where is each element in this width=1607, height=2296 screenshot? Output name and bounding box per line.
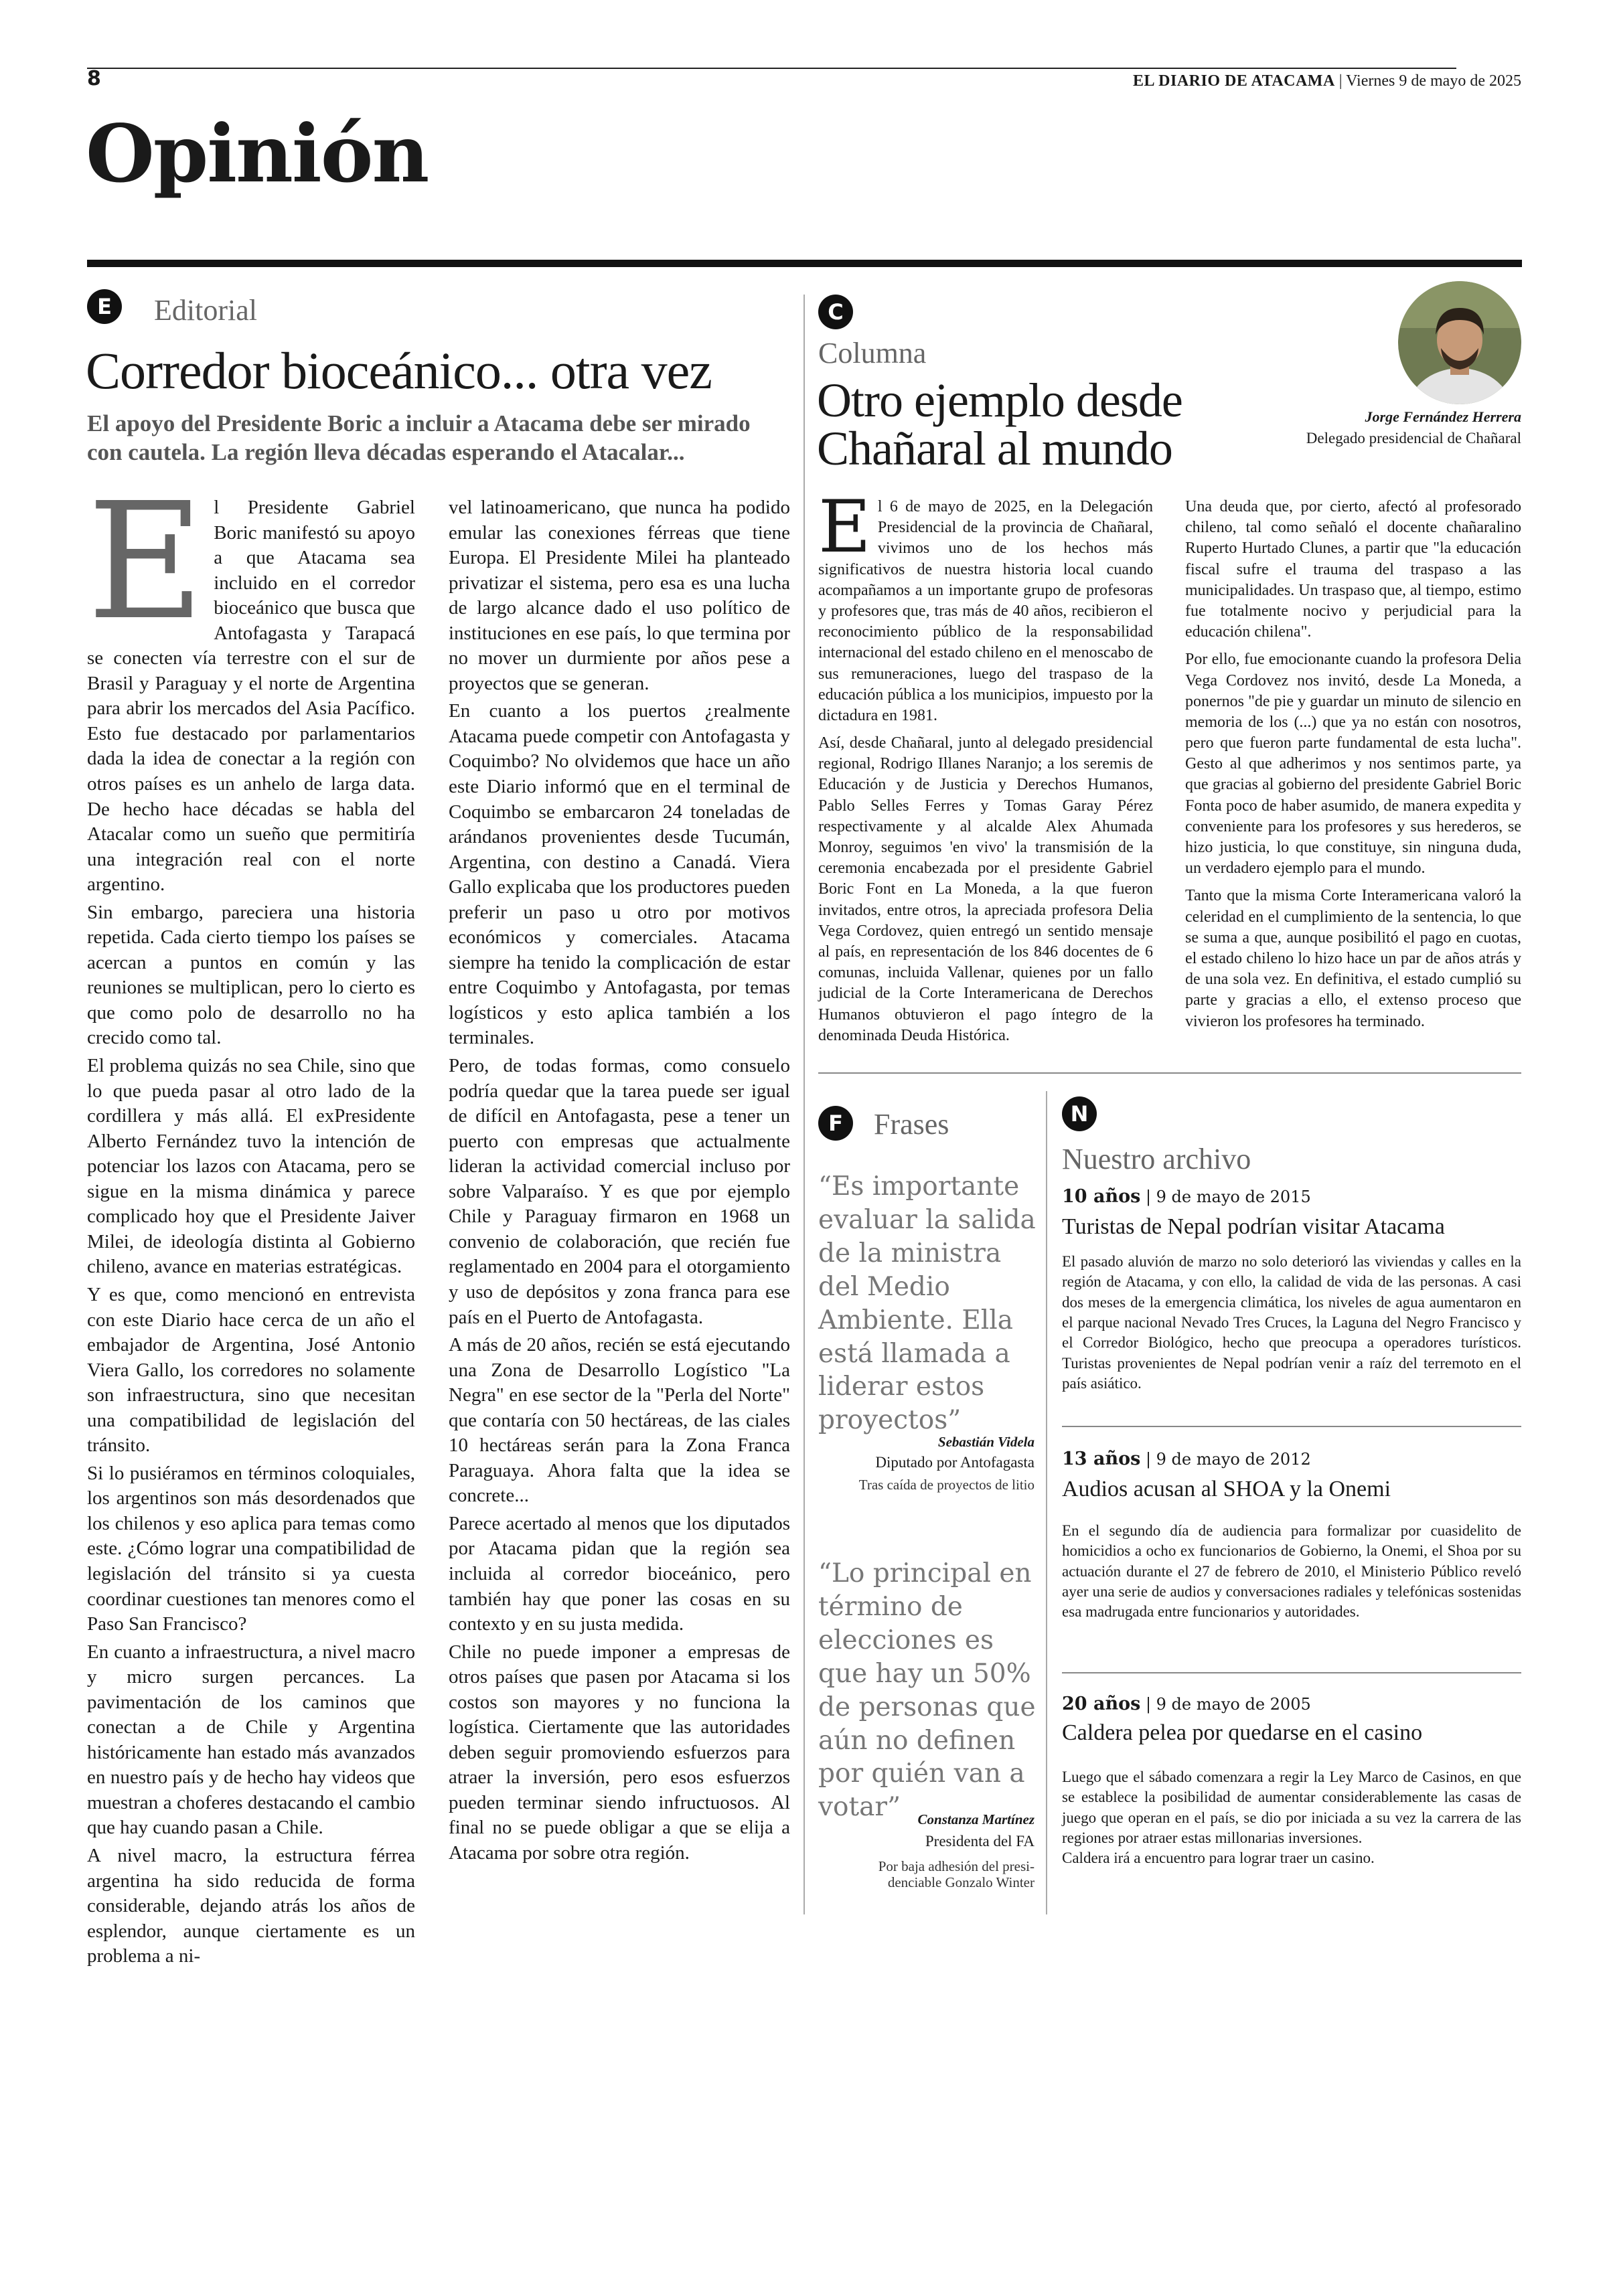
archivo-badge: N <box>1062 1096 1097 1131</box>
archivo-item-3-headline: Caldera pelea por quedarse en el casino <box>1062 1720 1423 1745</box>
column-kicker: Columna <box>818 337 927 370</box>
section-title: Opinión <box>86 107 429 200</box>
archivo-date: | 9 de mayo de 2005 <box>1140 1695 1311 1714</box>
issue-date: | Viernes 9 de mayo de 2025 <box>1334 72 1521 90</box>
quote-1-context: Tras caída de proyectos de litio <box>858 1477 1035 1493</box>
frases-kicker: Frases <box>874 1108 949 1141</box>
column-headline-line: Otro ejemplo desde <box>817 374 1182 427</box>
archivo-years: 10 años <box>1062 1186 1141 1207</box>
editorial-kicker: Editorial <box>154 294 257 327</box>
column-author-name: Jorge Fernández Herrera <box>1365 408 1521 425</box>
column-paragraph: l 6 de mayo de 2025, en la Delegación Presidencial de la provincia de Chañaral, vivimos uno de los hechos más significativos de nuestra historia local cuando acompañamos a un importante grupo de profesoras y profesores que, tras más de 40 años, recibieron el reconocimiento público de la responsabilidad internacional del estado chileno en el menoscabo de sus remuneraciones, luego del traspaso de la educación pública a los municipios, impuesto por la dictadura en 1981. <box>818 498 1153 724</box>
author-portrait-icon <box>1398 281 1521 404</box>
editorial-paragraph: A más de 20 años, recién se está ejecutando una Zona de Desarrollo Logístico "La Negra" en ese sector de la "Perla del Norte" que contaría con 50 hectáreas, de las ciales 10 hectáreas serán para la Zona Franca Paraguaya. Ahora falta que la idea se concrete... <box>449 1334 790 1507</box>
editorial-paragraph: El problema quizás no sea Chile, sino que lo que pueda pasar al otro lado de la cordillera y más allá. El exPresidente Alberto Fernández tuvo la intención de potenciar los lazos con Atacama, pero se sigue en la misma dinámica y parece complicado hoy que el Presidente Jaiver Milei, de ideología distinta al Gobierno chileno, avance en materias estratégicas. <box>87 1055 415 1278</box>
editorial-column-2 <box>449 495 790 1866</box>
editorial-paragraph: Parece acertado al menos que los diputados por Atacama pidan que la región sea incluida al corredor bioceánico, pero también hay que poner las cosas en su contexto y en su justa medida. <box>449 1512 790 1635</box>
quote-2-role: Presidenta del FA <box>925 1833 1035 1850</box>
newspaper-name: EL DIARIO DE ATACAMA <box>1132 72 1335 90</box>
archivo-rule <box>1062 1672 1521 1673</box>
frases-divider <box>1046 1091 1047 1914</box>
author-photo <box>1398 281 1521 404</box>
column-author-role: Delegado presidencial de Chañaral <box>1306 430 1521 446</box>
quote-2-context-line: Por baja adhesión del presi- <box>878 1858 1035 1874</box>
archivo-paragraph: Luego que el sábado comenzara a regir la Ley Marco de Casinos, en que se establece la posibilidad de aumentar considerablemente las casas de juego que operan en el país, se dio por iniciada a su vez la carrera de las regiones por atraer estas millonarias inversiones. <box>1062 1769 1521 1847</box>
archivo-date: | 9 de mayo de 2012 <box>1140 1450 1311 1469</box>
archivo-rule <box>1062 1426 1521 1427</box>
quote-2-context <box>878 1858 1035 1890</box>
column-text-2 <box>1185 497 1521 1032</box>
archivo-date: | 9 de mayo de 2015 <box>1140 1187 1311 1206</box>
editorial-paragraph: Chile no puede imponer a empresas de otros países que pasen por Atacama si los costos son mayores y no funciona la logística. Ciertamente que las autoridades deben seguir promoviendo esfuerzos para atraer la inversión, pero esos esfuerzos pueden terminar siendo infructuosos. Al final no se puede obligar a que se elija a Atacama por sobre otra región. <box>449 1641 790 1864</box>
editorial-paragraph: En cuanto a infraestructura, a nivel macro y micro surgen percances. La pavimentación de los caminos que conectan a de Chile y Argentina históricamente han estado más avanzados en nuestro país y de hecho hay videos que muestran a choferes destacando el cambio que hay cuando pasan a Chile. <box>87 1641 415 1839</box>
column-text-1 <box>818 485 1153 1046</box>
quote-1-name: Sebastián Videla <box>937 1434 1035 1450</box>
editorial-paragraph: l Presidente Gabriel Boric manifestó su apoyo a que Atacama sea incluido en el corredor bioceánico que busca que Antofagasta y Tarapacá se conecten vía terrestre con el sur de Brasil y Paraguay y el norte de Argentina para abrir los mercados del Asia Pacífico. Esto fue destacado por parlamentarios dada la idea de conectar a la región con otros países es un anhelo de larga data. De hecho hace décadas se habla del Atacalar como un sueño que permitiría una integración real con el norte argentino. <box>87 497 415 896</box>
archivo-item-3-body <box>1062 1767 1521 1869</box>
archivo-paragraph: Caldera irá a encuentro para lograr traer un casino. <box>1062 1850 1375 1867</box>
editorial-paragraph: Y es que, como mencionó en entrevista con este Diario hace cerca de un año el embajador de Argentina, José Antonio Viera Gallo, los corredores no solamente son infraestructura, sino que necesitan una compatibilidad de legislación del tránsito. <box>87 1283 415 1457</box>
archivo-years: 13 años <box>1062 1449 1141 1469</box>
column-paragraph: Por ello, fue emocionante cuando la profesora Delia Vega Cordovez nos invitó, desde La Moneda, a ponernos "de pie y guardar un minuto de silencio en memoria de los (...) que ya no están con nosotros, pero que fueron parte fundamental de esta lucha". Gesto al que adherimos y nos sentimos parte, ya que gracias al gobierno del presidente Gabriel Boric Fonta poco de haber asumido, de manera expedita y conveniente para los profesores y sus herederos, se hizo justicia, lo que constituye, sin ninguna duda, un verdadero ejemplo para el mundo. <box>1185 651 1521 878</box>
archivo-item-1-headline: Turistas de Nepal podrían visitar Atacama <box>1062 1214 1445 1239</box>
column-badge: C <box>818 295 853 329</box>
editorial-paragraph: En cuanto a los puertos ¿realmente Atacama puede competir con Antofagasta y Coquimbo? No olvidemos que hace un año este Diario informó que en el terminal de Coquimbo se embarcaron 24 toneladas de arándanos provenientes desde Tucumán, Argentina, con destino a Canadá. Viera Gallo explicaba que los productores pueden preferir un paso u otro por motivos económicos y comerciales. Atacama siempre ha tenido la complicación de estar entre Coquimbo y Antofagasta, por temas logísticos y esto aplica también a los terminales. <box>449 700 790 1049</box>
editorial-paragraph: Si lo pusiéramos en términos coloquiales, los argentinos son más desordenados que los chilenos y eso aplica para temas como este. ¿Cómo lograr una compatibilidad de legislación del tránsito si ya cuesta coordinar cuestiones tan menores como el Paso San Francisco? <box>87 1462 415 1635</box>
editorial-dek: El apoyo del Presidente Boric a incluir a Atacama debe ser mirado con cautela. La región lleva décadas esperando el Atacalar... <box>87 410 751 465</box>
section-rule <box>87 260 1522 267</box>
column-paragraph: Tanto que la misma Corte Interamericana valoró la celeridad en el cumplimiento de la sentencia, lo que se suma a que, aunque posibilitó el pago en cuotas, el estado chileno lo hizo hace un par de años atrás y de una sola vez. En definitiva, el estado cumplió su parte y gracias a ello, el extenso proceso que vivieron los profesores ha terminado. <box>1185 887 1521 1030</box>
archivo-years: 20 años <box>1062 1694 1141 1714</box>
column-bottom-rule <box>818 1072 1521 1074</box>
archivo-item-2-headline: Audios acusan al SHOA y la Onemi <box>1062 1477 1391 1501</box>
editorial-paragraph: Sin embargo, pareciera una historia repetida. Cada cierto tiempo los países se acercan a puntos en común y las reuniones se multiplican, pero lo cierto es que como polo de desarrollo no ha crecido como tal. <box>87 901 415 1049</box>
archivo-item-1-years <box>1062 1186 1311 1207</box>
top-rule <box>87 68 1456 69</box>
column-dropcap: E <box>818 485 871 569</box>
quote-2-context-line: denciable Gonzalo Winter <box>887 1874 1035 1891</box>
archivo-item-2-years <box>1062 1449 1311 1469</box>
column-divider <box>804 295 805 1914</box>
page-number: 8 <box>87 67 101 90</box>
editorial-paragraph: vel latinoamericano, que nunca ha podido emular las conexiones férreas que tiene Europa. El Presidente Milei ha planteado privatizar el sistema, pero esa es una lucha de largo alcance dado el uso político de instituciones en ese país, lo que termina por no mover un durmiente por años pese a proyectos que se generan. <box>449 497 790 694</box>
quote-1: “Es importante evaluar la salida de la ministra del Medio Ambiente. Ella está llamada a liderar estos proyectos” <box>818 1171 1036 1436</box>
archivo-item-1-body: El pasado aluvión de marzo no solo deterioró las viviendas y calles en la región de Atacama, y con ello, la calidad de vida de las personas. A casi dos meses de la emergencia climática, los niveles de agua aumentaron en el parque nacional Nevado Tres Cruces, la Laguna del Negro Francisco y el Corredor Biológico, hecho que preocupa a operadores turísticos. Turistas provenientes de Nepal podrían venir a raíz del terremoto en el país asiático. <box>1062 1253 1521 1392</box>
editorial-dropcap: E <box>87 468 205 655</box>
editorial-column-1 <box>87 468 415 1969</box>
quote-1-role: Diputado por Antofagasta <box>875 1454 1035 1471</box>
masthead <box>1133 72 1521 90</box>
column-headline-line: Chañaral al mundo <box>817 422 1172 475</box>
column-paragraph: Una deuda que, por cierto, afectó al profesorado chileno, tal como señaló el docente chañaralino Ruperto Hurtado Clunes, a partir que "la educación fiscal sufre el trauma del traspaso a las municipalidades. Un traspaso que, al tiempo, estimo fue totalmente nocivo y perjudicial para la educación chilena". <box>1185 498 1521 641</box>
archivo-item-2-body: En el segundo día de audiencia para formalizar por cuasidelito de homicidios a ocho ex funcionarios de Gobierno, la Onemi, el Shoa por su actuación durante el 27 de febrero de 2010, el Ministerio Público reveló ayer una serie de audios y conversaciones radiales y telefónicas sostenidas esa madrugada entre funcionarios y autoridades. <box>1062 1522 1521 1621</box>
archivo-kicker: Nuestro archivo <box>1062 1143 1251 1175</box>
archivo-item-3-years <box>1062 1694 1311 1714</box>
editorial-badge: E <box>87 289 122 324</box>
frases-badge: F <box>818 1106 853 1141</box>
editorial-headline: Corredor bioceánico... otra vez <box>86 341 712 400</box>
editorial-paragraph: Pero, de todas formas, como consuelo podría quedar que la tarea puede ser igual de difícil en Antofagasta, pese a tener un puerto con empresas que actualmente lideran la actividad comercial incluso por sobre Valparaíso. Y es que por ejemplo Chile y Paraguay firmaron en 1968 un convenio de colaboración, que recién fue reglamentado en 2004 para el otorgamiento y uso de depósitos y zona franca para ese país en el Puerto de Antofagasta. <box>449 1055 790 1328</box>
column-paragraph: Así, desde Chañaral, junto al delegado presidencial regional, Rodrigo Illanes Naranjo; a los seremis de Educación y de Justicia y Derechos Humanos, Pablo Selles Ferres y Tomas Garay Pérez respectivamente y al alcalde Alex Ahumada Monroy, seguimos 'en vivo' la transmisión de la ceremonia encabezada por el presidente Gabriel Boric Font en La Moneda, a la que fueron invitados, entre otros, la apreciada profesora Delia Vega Cordovez, quien entregó un sentido mensaje al país, en representación de los 846 docentes de 6 comunas, incluida Vallenar, quienes por un fallo judicial de la Corte Interamericana de Derechos Humanos obtuvieron el pago íntegro de la denominada Deuda Histórica. <box>818 734 1153 1044</box>
quote-2-name: Constanza Martínez <box>917 1811 1035 1827</box>
quote-2: “Lo principal en término de elecciones es que hay un 50% de personas que aún no definen por quién van a votar” <box>818 1558 1036 1823</box>
column-headline <box>817 376 1182 473</box>
editorial-paragraph: A nivel macro, la estructura férrea argentina ha sido reducida de forma considerable, dejando atrás los años de esplendor, aunque ciertamente es un problema a ni- <box>87 1844 415 1967</box>
